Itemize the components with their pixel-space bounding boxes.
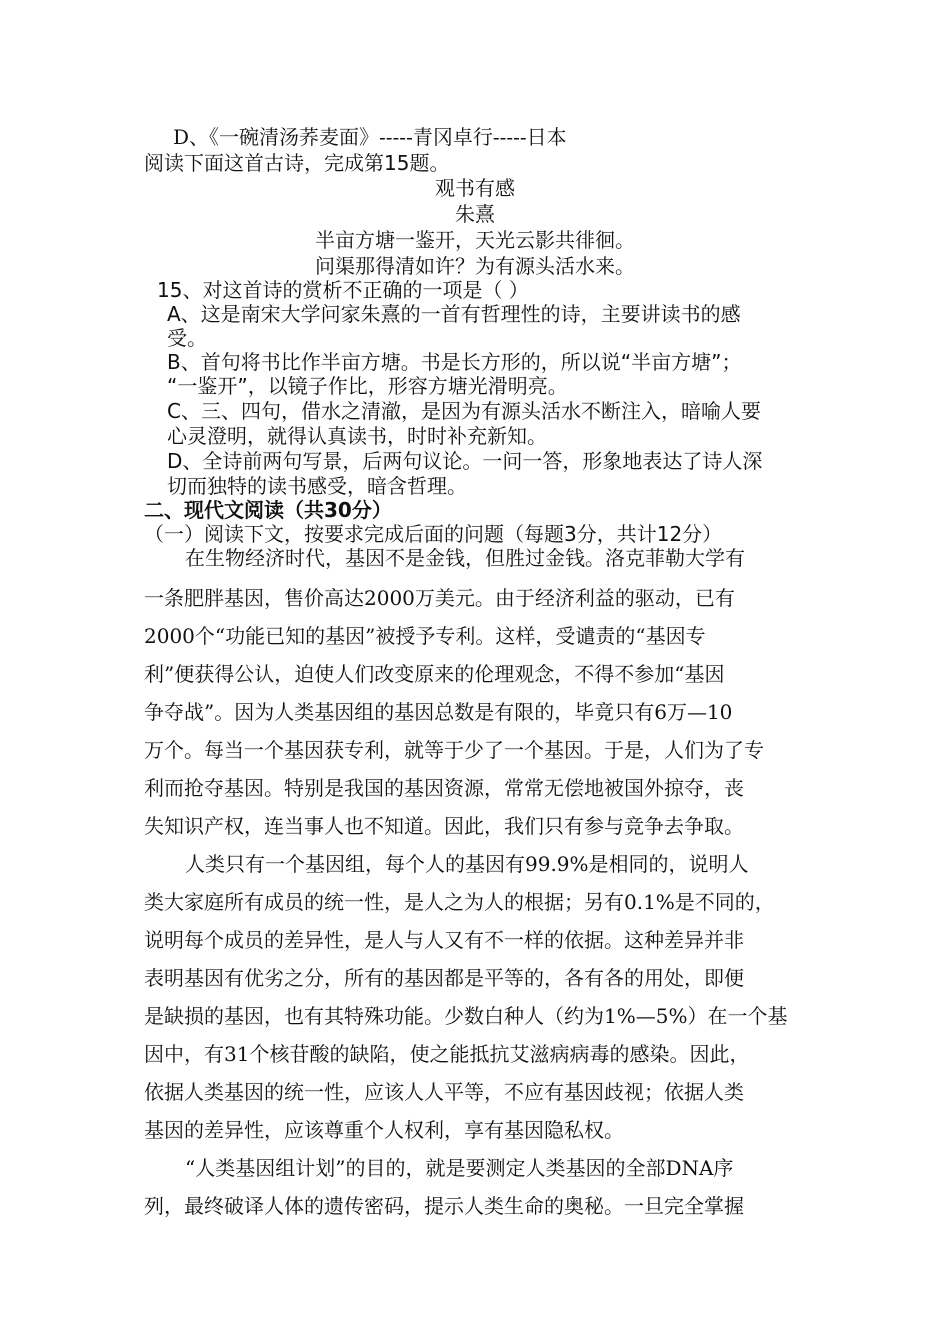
paragraph-2-line: 类大家庭所有成员的统一性，是人之为人的根据；另有0.1%是不同的， — [144, 890, 775, 914]
poem-line-1: 半亩方塘一鉴开，天光云影共徘徊。 — [315, 228, 635, 252]
paragraph-2-line: 基因的差异性，应该尊重个人权利，享有基因隐私权。 — [144, 1118, 624, 1142]
paragraph-1-line: 利”便获得公认，迫使人们改变原来的伦理观念，不得不参加“基因 — [144, 662, 725, 686]
paragraph-1-line: 失知识产权，连当事人也不知道。因此，我们只有参与竞争去争取。 — [144, 814, 744, 838]
paragraph-1-line: 一条肥胖基因，售价高达2000万美元。由于经济利益的驱动，已有 — [144, 586, 735, 610]
section-2-heading: 二、现代文阅读（共30分） — [144, 498, 392, 522]
poem-line-2: 问渠那得清如许？为有源头活水来。 — [315, 254, 635, 278]
paragraph-1-line: 争夺战”。因为人类基因组的基因总数是有限的，毕竟只有6万—10 — [144, 700, 733, 724]
paragraph-1-line: 万个。每当一个基因获专利，就等于少了一个基因。于是，人们为了专 — [144, 738, 764, 762]
option-b-line-1: B、首句将书比作半亩方塘。书是长方形的，所以说“半亩方塘”； — [167, 350, 742, 374]
instruction-line: 阅读下面这首古诗，完成第15题。 — [144, 151, 450, 175]
subsection-1-instruction: （一）阅读下文，按要求完成后面的问题（每题3分，共计12分） — [144, 522, 723, 546]
option-d-line-1: D、全诗前两句写景，后两句议论。一问一答，形象地表达了诗人深 — [167, 449, 763, 473]
poem-author: 朱熹 — [455, 202, 495, 226]
option-a-line-2: 受。 — [167, 326, 207, 350]
option-d-prev-question: D、《一碗清汤荞麦面》-----青冈卓行-----日本 — [173, 125, 567, 149]
paragraph-1-line: 2000个“功能已知的基因”被授予专利。这样，受谴责的“基因专 — [144, 624, 706, 648]
paragraph-2-line: 人类只有一个基因组，每个人的基因有99.9%是相同的，说明人 — [185, 852, 749, 876]
paragraph-2-line: 是缺损的基因，也有其特殊功能。少数白种人（约为1%—5%）在一个基 — [144, 1004, 788, 1028]
option-a-line-1: A、这是南宋大学问家朱熹的一首有哲理性的诗，主要讲读书的感 — [167, 302, 741, 326]
paragraph-2-line: 说明每个成员的差异性，是人与人又有不一样的依据。这种差异并非 — [144, 928, 744, 952]
paragraph-2-line: 表明基因有优劣之分，所有的基因都是平等的，各有各的用处，即便 — [144, 966, 744, 990]
question-15: 15、对这首诗的赏析不正确的一项是（ ） — [157, 278, 529, 302]
option-b-line-2: “一鉴开”，以镜子作比，形容方塘光滑明亮。 — [167, 374, 568, 398]
paragraph-2-line: 因中，有31个核苷酸的缺陷，使之能抵抗艾滋病病毒的感染。因此， — [144, 1042, 750, 1066]
paragraph-1-line: 利而抢夺基因。特别是我国的基因资源，常常无偿地被国外掠夺，丧 — [144, 776, 744, 800]
paragraph-1-line: 在生物经济时代，基因不是金钱，但胜过金钱。洛克菲勒大学有 — [185, 546, 745, 570]
paragraph-2-line: 依据人类基因的统一性，应该人人平等，不应有基因歧视；依据人类 — [144, 1080, 744, 1104]
option-d-line-2: 切而独特的读书感受，暗含哲理。 — [167, 474, 467, 498]
option-c-line-2: 心灵澄明，就得认真读书，时时补充新知。 — [167, 424, 547, 448]
paragraph-3-line: “人类基因组计划”的目的，就是要测定人类基因的全部DNA序 — [185, 1156, 734, 1180]
paragraph-3-line: 列，最终破译人体的遗传密码，提示人类生命的奥秘。一旦完全掌握 — [144, 1194, 744, 1218]
option-c-line-1: C、三、四句，借水之清澈，是因为有源头活水不断注入，暗喻人要 — [167, 399, 761, 423]
poem-title: 观书有感 — [435, 176, 515, 200]
